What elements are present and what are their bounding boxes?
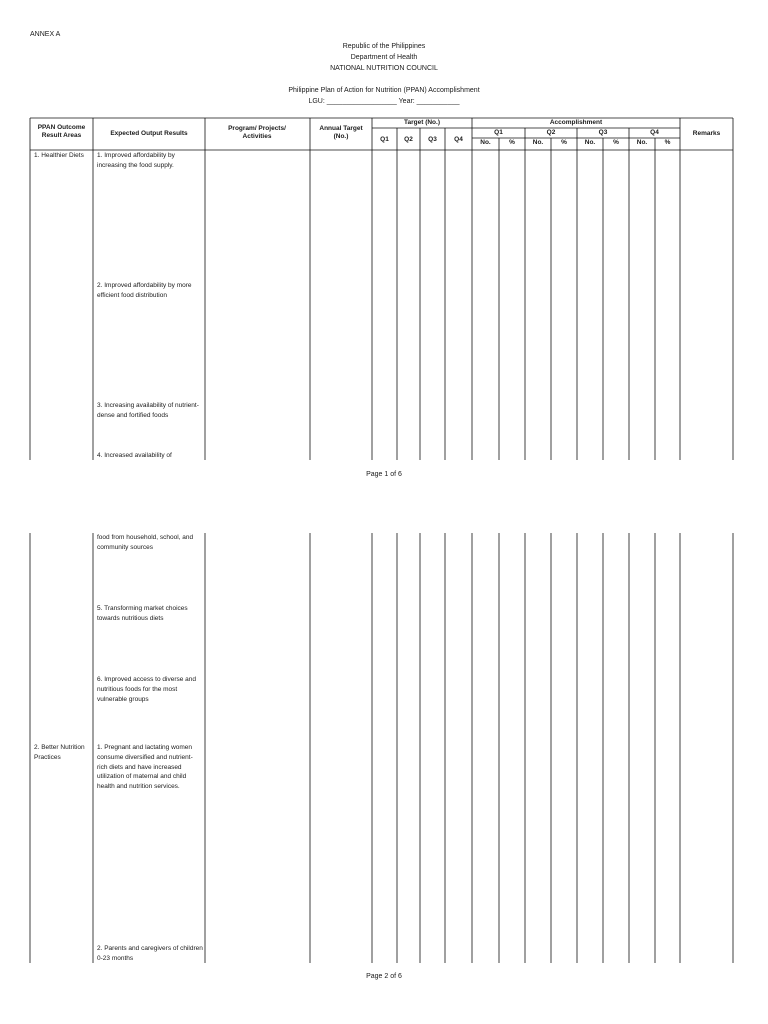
header-accomplishment-group: Accomplishment [549,119,603,126]
header-target-q2: Q2 [404,136,413,143]
header-accomplishment-q2: Q2 [546,129,556,136]
header-q3-pct: % [613,139,619,146]
header-q2-pct: % [561,139,567,146]
header-council: NATIONAL NUTRITION COUNCIL [330,65,438,72]
header-accomplishment-q1: Q1 [494,129,503,136]
header-expected: Expected Output Results [110,130,188,137]
header-target-q3: Q3 [428,136,437,143]
header-republic: Republic of the Philippines [342,43,426,50]
header-remarks: Remarks [692,130,721,137]
page2-expected-4: 1. Pregnant and lactating women consume diversified and nutrient-rich diets and have increased utilization of maternal and child health and nutrition services. [97,744,193,791]
header-department: Department of Health [350,54,418,61]
annex-label: ANNEX A [30,31,61,38]
page2-expected-1: food from household, school, and community sources [97,534,194,551]
page2-expected-5: 2. Parents and caregivers of children 0-23 months [97,945,203,962]
header-outcome: PPAN Outcome Result Areas [37,124,86,139]
header-q1-pct: % [509,139,515,146]
header-q2-no: No. [532,139,544,146]
page2-outcome-2: 2. Better Nutrition Practices [34,744,85,761]
header-q1-no: No. [480,139,491,146]
page1-expected-1: 1. Improved affordability by increasing the food supply. [97,152,175,169]
header-target-group: Target (No.) [404,119,440,126]
document-title: Philippine Plan of Action for Nutrition (PPAN) Accomplishment [288,87,480,94]
document-subtitle: LGU: __________________ Year: ___________ [308,98,460,105]
page2-expected-3: 6. Improved access to diverse and nutritious foods for the most vulnerable groups [97,676,196,703]
header-accomplishment-q3: Q3 [598,129,608,136]
header-program: Program/ Projects/ Activities [228,125,286,140]
page2-expected-2: 5. Transforming market choices towards nutritious diets [97,605,188,622]
header-q4-pct: % [664,139,671,146]
header-target-q4: Q4 [454,136,463,143]
page-2-footer: Page 2 of 6 [366,973,402,980]
page1-expected-2: 2. Improved affordability by more efficient food distribution [97,282,192,299]
page1-outcome-1: 1. Healthier Diets [34,152,84,159]
header-accomplishment-q4: Q4 [650,129,659,136]
page1-expected-3: 3. Increasing availability of nutrient-dense and fortified foods [97,402,199,419]
header-target-q1: Q1 [380,136,389,143]
page-1-footer: Page 1 of 6 [366,471,402,478]
header-q4-no: No. [636,139,648,146]
header-annual-target: Annual Target (No.) [319,125,363,140]
header-q3-no: No. [584,139,596,146]
page1-expected-4: 4. Increased availability of [97,452,172,459]
